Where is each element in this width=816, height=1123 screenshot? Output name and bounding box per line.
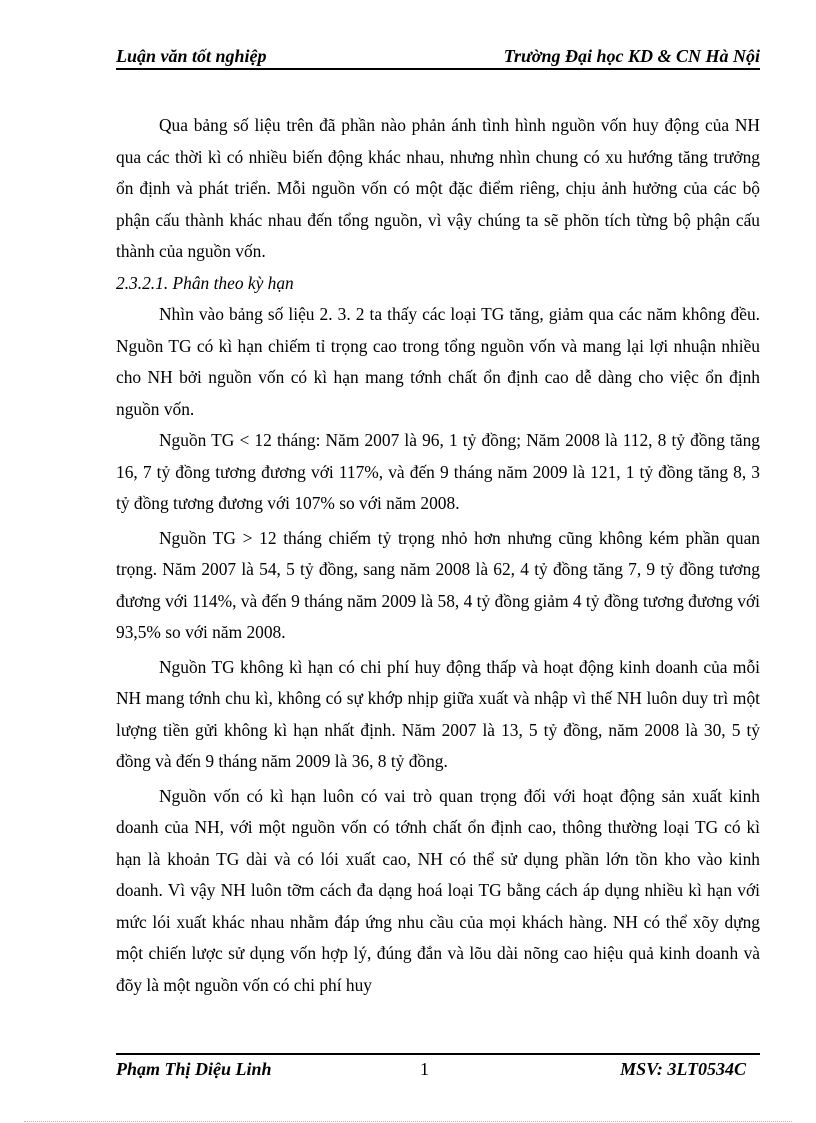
paragraph-term-role: Nguồn vốn có kì hạn luôn có vai trò quan trọng đối với hoạt động sản xuất kinh doanh của NH, với một nguồn vốn có tớnh chất ổn định cao, thông thường loại TG có kì hạn là khoản TG dài và có lói xuất cao, NH có thể sử dụng phần lớn tồn kho vào kinh doanh. Vì vậy NH luôn tỡm cách đa dạng hoá loại TG bằng cách áp dụng nhiều kì hạn với mức lói xuất khác nhau nhằm đáp ứng nhu cầu của mọi khách hàng. NH có thể xõy dựng một chiến lược sử dụng vốn hợp lý, đúng đắn và lõu dài nõng cao hiệu quả kinh doanh và đõy là một nguồn vốn có chi phí huy: [116, 785, 760, 995]
page-header: [116, 44, 760, 70]
paragraph-long-term: Nguồn TG > 12 tháng chiếm tỷ trọng nhỏ hơn nhưng cũng không kém phần quan trọng. Năm 2007 là 54, 5 tỷ đồng, sang năm 2008 là 62, 4 tỷ đồng tăng 7, 9 tỷ đồng tương đương với 114%, và đến 9 tháng năm 2009 là 58, 4 tỷ đồng giảm 4 tỷ đồng tương đương với 93,5% so với năm 2008.: [116, 527, 760, 642]
footer-author: Phạm Thị Diệu Linh: [116, 1059, 272, 1079]
paragraph-demand-deposit: Nguồn TG không kì hạn có chi phí huy động thấp và hoạt động kinh doanh của mỗi NH mang tớnh chu kì, không có sự khớp nhịp giữa xuất và nhập vì thế NH luôn duy trì một lượng tiền gửi không kì hạn nhất định. Năm 2007 là 13, 5 tỷ đồng, năm 2008 là 30, 5 tỷ đồng và đến 9 tháng năm 2009 là 36, 8 tỷ đồng.: [116, 656, 760, 771]
document-body: [116, 110, 760, 1001]
paragraph-intro: Qua bảng số liệu trên đã phần nào phản ánh tình hình nguồn vốn huy động của NH qua các thời kì có nhiều biến động khác nhau, nhưng nhìn chung có xu hướng tăng trưởng ổn định và phát triển. Mỗi nguồn vốn có một đặc điểm riêng, chịu ảnh hưởng của các bộ phận cấu thành khác nhau đến tổng nguồn, vì vậy chúng ta sẽ phõn tích từng bộ phận cấu thành của nguồn vốn.: [116, 115, 760, 261]
page-edge-divider: [24, 1121, 792, 1122]
paragraph-short-term: Nguồn TG < 12 tháng: Năm 2007 là 96, 1 tỷ đồng; Năm 2008 là 112, 8 tỷ đồng tăng 16, 7 tỷ đồng tương đương với 117%, và đến 9 tháng năm 2009 là 121, 1 tỷ đồng tăng 8, 3 tỷ đồng tương đương với 107% so với năm 2008.: [116, 430, 760, 513]
section-heading: 2.3.2.1. Phân theo kỳ hạn: [116, 272, 294, 293]
page-footer: [116, 1053, 760, 1085]
footer-student-id: MSV: 3LT0534C: [620, 1059, 746, 1079]
page-number: 1: [420, 1059, 429, 1079]
header-university: Trường Đại học KD & CN Hà Nội: [503, 46, 760, 66]
paragraph-term-overview: Nhìn vào bảng số liệu 2. 3. 2 ta thấy các loại TG tăng, giảm qua các năm không đều. Nguồn TG có kì hạn chiếm tỉ trọng cao trong tổng nguồn vốn và mang lại lợi nhuận nhiều cho NH bởi nguồn vốn có kì hạn mang tớnh chất ổn định cao dễ dàng cho việc ổn định nguồn vốn.: [116, 304, 760, 419]
header-thesis-title: Luận văn tốt nghiệp: [116, 46, 267, 66]
